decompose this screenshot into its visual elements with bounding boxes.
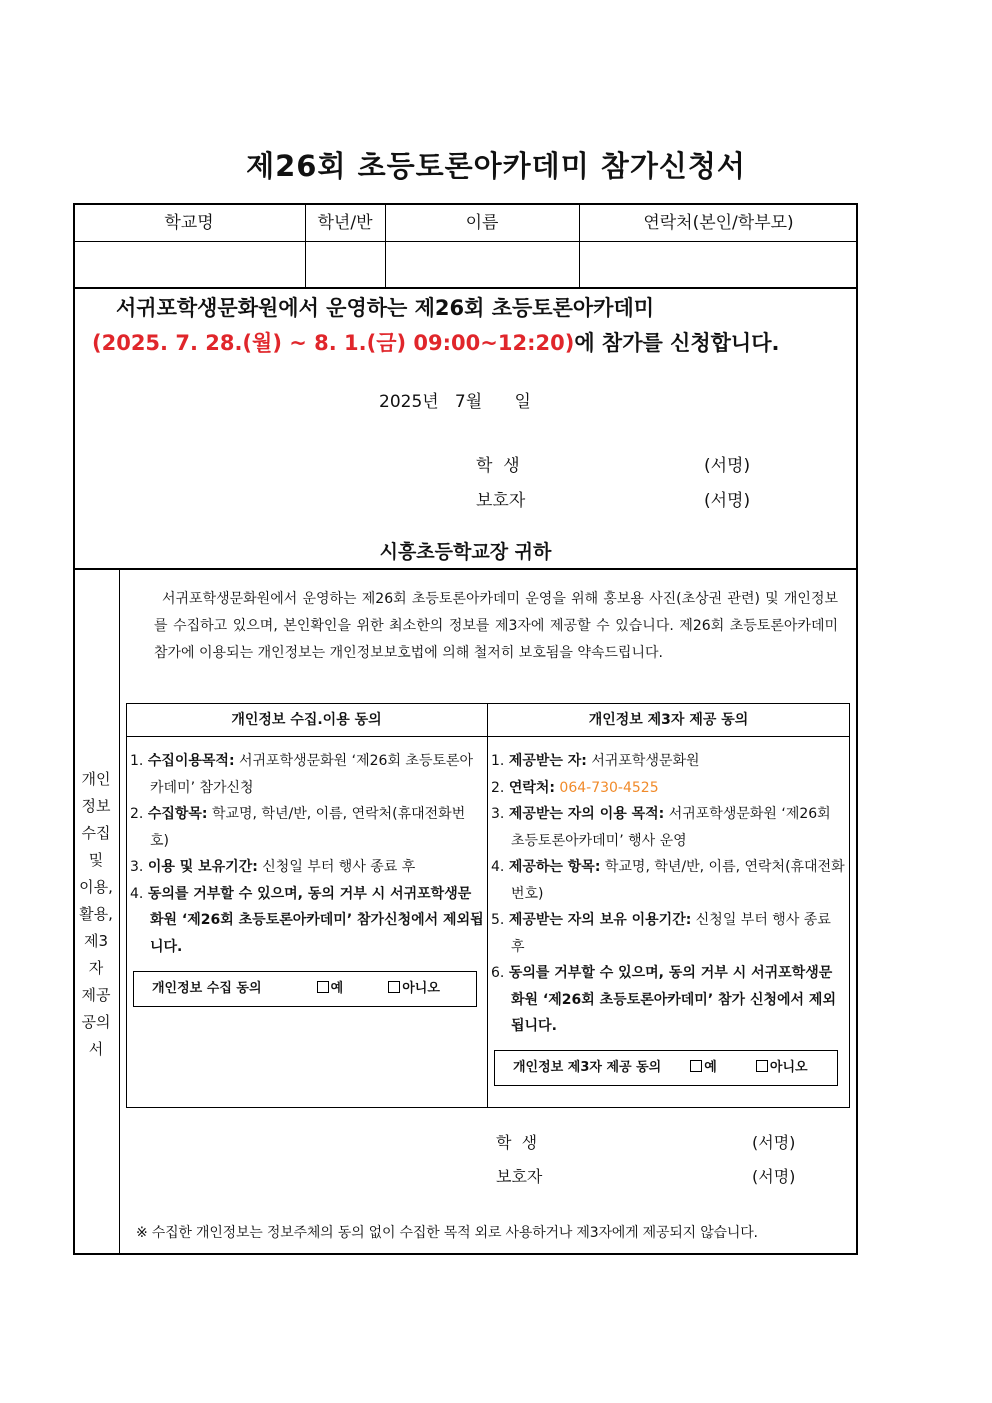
- application-date: 2025년 7월 일: [379, 392, 531, 412]
- side-label-line: 자: [88, 959, 104, 977]
- name-field[interactable]: [387, 243, 578, 286]
- side-label-line: 이용,: [79, 878, 113, 896]
- grade-class-field[interactable]: [307, 243, 384, 286]
- consent-side-label: [73, 766, 119, 1063]
- third-party-consent-no[interactable]: 아니오: [756, 1060, 808, 1075]
- side-label-line: 활용,: [79, 905, 113, 923]
- side-label-line: 및: [88, 851, 104, 869]
- item-label: 동의를 거부할 수 있으며, 동의 거부 시 서귀포학생문화원 ‘제26회 초등토론아카데미’ 참가신청에서 제외됩니다.: [147, 885, 484, 955]
- application-line1: 서귀포학생문화원에서 운영하는 제26회 초등토론아카데미: [116, 296, 655, 320]
- item-label: 수집이용목적:: [147, 753, 235, 769]
- student-label: 학 생: [476, 456, 520, 476]
- name-header: 이름: [465, 213, 499, 233]
- side-label-line: 제3: [83, 932, 109, 950]
- side-label-line: 정보: [81, 797, 111, 815]
- side-label-line: 개인: [81, 770, 111, 788]
- item-label: 동의를 거부할 수 있으며, 동의 거부 시 서귀포학생문화원 ‘제26회 초등토론아카데미’ 참가 신청에서 제외됩니다.: [508, 965, 836, 1034]
- third-party-consent-yes[interactable]: 예: [690, 1060, 717, 1075]
- item-text: 학교명, 학년/반, 이름, 연락처(휴대전화번호): [511, 859, 845, 902]
- item-label: 제공받는 자의 보유 이용기간:: [508, 912, 692, 928]
- grade-class-header: 학년/반: [317, 213, 373, 233]
- checkbox-icon[interactable]: [388, 981, 400, 993]
- item-label: 수집항목:: [147, 806, 208, 822]
- list-item: [130, 748, 484, 801]
- item-label: 제공받는 자의 이용 목적:: [508, 806, 665, 822]
- header-divider: [73, 241, 858, 242]
- item-label: 제공받는 자:: [508, 753, 587, 769]
- item-text: 신청일 부터 행사 종료 후: [511, 912, 831, 955]
- item-number: 4.: [491, 859, 509, 875]
- page-title: 제26회 초등토론아카데미 참가신청서: [246, 149, 746, 183]
- list-item: [491, 748, 845, 775]
- consent-guardian-sign[interactable]: (서명): [752, 1167, 796, 1186]
- recipient: 시흥초등학교장 귀하: [379, 541, 552, 563]
- item-text: 064-730-4525: [554, 779, 659, 796]
- item-text: 신청일 부터 행사 종료 후: [257, 859, 416, 875]
- item-text: 학교명, 학년/반, 이름, 연락처(휴대전화번호): [150, 806, 466, 849]
- event-period: (2025. 7. 28.(월) ~ 8. 1.(금) 09:00~12:20): [92, 331, 575, 355]
- item-number: 1.: [491, 753, 509, 769]
- collection-consent-checkbox-group: [133, 971, 477, 1007]
- privacy-footnote: ※ 수집한 개인정보는 정보주체의 동의 없이 수집한 목적 외로 사용하거나 제3자에게 제공되지 않습니다.: [136, 1225, 758, 1241]
- collection-items: [130, 748, 484, 960]
- item-number: 6.: [491, 965, 509, 981]
- item-number: 1.: [130, 753, 148, 769]
- consent-table-header-line: [126, 736, 850, 737]
- third-party-items: [491, 748, 845, 1040]
- side-label-divider: [119, 568, 120, 1255]
- item-text: 서귀포학생문화원 ‘제26회 초등토론아카데미’ 참가신청: [150, 753, 474, 796]
- school-field[interactable]: [75, 243, 304, 286]
- checkbox-icon[interactable]: [756, 1060, 768, 1072]
- list-item: [491, 775, 845, 802]
- consent-student-sign[interactable]: (서명): [752, 1133, 796, 1152]
- guardian-sign[interactable]: (서명): [704, 491, 751, 511]
- item-number: 2.: [491, 779, 509, 796]
- student-sign[interactable]: (서명): [704, 456, 751, 476]
- collection-consent-label: 개인정보 수집 동의: [152, 981, 262, 996]
- side-label-line: 서: [88, 1040, 104, 1058]
- item-label: 이용 및 보유기간:: [147, 859, 258, 875]
- header-bottom-line: [73, 287, 858, 289]
- list-item: [491, 801, 845, 854]
- contact-header: 연락처(본인/학부모): [643, 213, 794, 233]
- item-text: 서귀포학생문화원: [586, 753, 700, 769]
- item-number: 3.: [130, 859, 148, 875]
- consent-student-label: 학 생: [496, 1133, 538, 1152]
- application-line2: [92, 327, 780, 357]
- checkbox-icon[interactable]: [690, 1060, 702, 1072]
- checkbox-icon[interactable]: [317, 981, 329, 993]
- list-item: [130, 801, 484, 854]
- item-number: 4.: [130, 885, 148, 902]
- application-suffix: 에 참가를 신청합니다.: [574, 331, 780, 355]
- item-text: 서귀포학생문화원 ‘제26회 초등토론아카데미’ 행사 운영: [511, 806, 831, 849]
- side-label-line: 공의: [81, 1013, 111, 1031]
- item-label: 제공하는 항목:: [508, 859, 601, 875]
- collection-consent-yes[interactable]: 예: [317, 981, 344, 996]
- list-item: [491, 960, 845, 1040]
- side-label-line: 제공: [81, 986, 111, 1004]
- collection-consent-title: 개인정보 수집.이용 동의: [231, 712, 382, 728]
- side-label-line: 수집: [81, 824, 111, 842]
- item-label: 연락처:: [508, 779, 555, 796]
- third-party-consent-title: 개인정보 제3자 제공 동의: [588, 712, 749, 728]
- list-item: [491, 907, 845, 960]
- list-item: [491, 854, 845, 907]
- list-item: [130, 881, 484, 961]
- item-number: 3.: [491, 806, 509, 822]
- item-number: 5.: [491, 912, 509, 928]
- collection-consent-no[interactable]: 아니오: [388, 981, 440, 996]
- consent-intro: 서귀포학생문화원에서 운영하는 제26회 초등토론아카데미 운영을 위해 홍보용 사진(초상권 관련) 및 개인정보를 수집하고 있으며, 본인확인을 위한 최소한의 정보를 제3자에 제공할 수 있습니다. 제26회 초등토론아카데미 참가에 이용되는 개인정보는 개인정보보호법에 의해 철저히 보호됨을 약속드립니다.: [154, 591, 838, 661]
- consent-table-divider: [487, 703, 488, 1108]
- section-divider: [73, 568, 858, 570]
- third-party-consent-label: 개인정보 제3자 제공 동의: [513, 1060, 662, 1075]
- school-header: 학교명: [164, 213, 214, 233]
- third-party-consent-checkbox-group: [494, 1050, 838, 1086]
- consent-guardian-label: 보호자: [496, 1167, 543, 1186]
- item-number: 2.: [130, 806, 148, 822]
- contact-field[interactable]: [581, 243, 856, 286]
- guardian-label: 보호자: [476, 491, 526, 511]
- list-item: [130, 854, 484, 881]
